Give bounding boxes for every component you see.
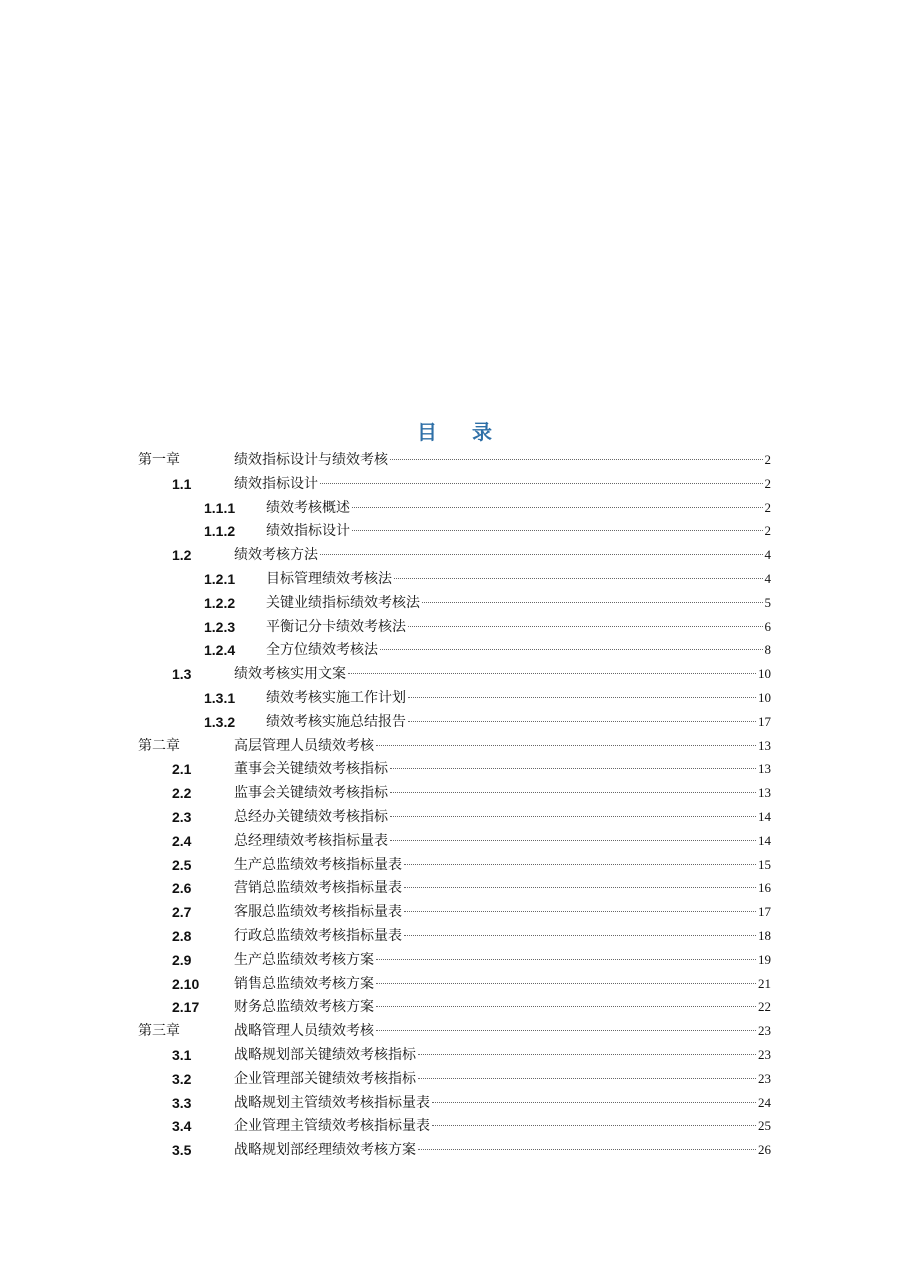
toc-entry-page-number: 24 <box>758 1094 771 1110</box>
toc-entry-page-number: 17 <box>758 713 771 729</box>
dot-leader <box>376 1030 756 1031</box>
toc-entry-label: 董事会关键绩效考核指标 <box>234 761 388 778</box>
toc-entry-number: 2.8 <box>172 928 192 944</box>
toc-entry-label: 行政总监绩效考核指标量表 <box>234 928 402 944</box>
toc-entry-label: 绩效指标设计 <box>266 523 350 540</box>
toc-entry-number: 2.5 <box>172 856 192 873</box>
toc-entry[interactable] <box>0 781 771 805</box>
toc-entry[interactable] <box>0 591 771 615</box>
toc-entry-number: 2.6 <box>172 880 192 897</box>
toc-entry-label: 总经办关键绩效考核指标 <box>234 809 388 825</box>
toc-entry[interactable] <box>0 853 771 877</box>
toc-entry-label: 战略规划主管绩效考核指标量表 <box>234 1094 430 1111</box>
toc-entry-number: 1.2.1 <box>204 571 236 587</box>
toc-entry[interactable] <box>0 1114 771 1138</box>
toc-entry-label: 绩效指标设计 <box>234 475 318 492</box>
toc-entry-page-number: 2 <box>764 475 771 491</box>
toc-entry-label: 平衡记分卡绩效考核法 <box>266 618 406 635</box>
toc-entry-page-number: 5 <box>764 594 771 610</box>
toc-entry[interactable] <box>0 734 771 758</box>
toc-entry-page-number: 10 <box>758 666 771 682</box>
toc-entry-label: 战略管理人员绩效考核 <box>234 1023 374 1040</box>
toc-entry-page-number: 4 <box>764 547 771 563</box>
toc-entry-number: 3.1 <box>172 1047 192 1063</box>
toc-title: 目 录 <box>417 420 506 444</box>
toc-entry-page-number: 14 <box>758 832 771 848</box>
toc-entry-page-number: 2 <box>764 523 771 539</box>
toc-entry-label: 高层管理人员绩效考核 <box>234 737 374 754</box>
toc-entry-label: 关键业绩指标绩效考核法 <box>266 594 420 611</box>
toc-entry[interactable] <box>0 1043 771 1067</box>
toc-entry[interactable] <box>0 1091 771 1115</box>
toc-entry-page-number: 16 <box>758 880 771 896</box>
toc-entry-number: 2.2 <box>172 785 192 802</box>
toc-entry-number: 1.1 <box>172 475 192 492</box>
toc-entry-number: 3.4 <box>172 1118 192 1135</box>
toc-entry-number: 第一章 <box>138 452 180 468</box>
toc-entry-label: 销售总监绩效考核方案 <box>234 975 374 992</box>
toc-entry-label: 战略规划部关键绩效考核指标 <box>234 1047 416 1063</box>
dot-leader <box>390 816 756 817</box>
toc-entry-page-number: 23 <box>758 1023 771 1039</box>
toc-entry-number: 2.3 <box>172 809 192 825</box>
toc-entry[interactable] <box>0 496 771 520</box>
toc-entry-number: 2.7 <box>172 904 192 921</box>
toc-entry-label: 绩效考核方法 <box>234 547 318 564</box>
dot-leader <box>418 1078 756 1079</box>
toc-entry-label: 目标管理绩效考核法 <box>266 571 392 587</box>
toc-entry-page-number: 8 <box>764 642 771 658</box>
toc-entry-label: 生产总监绩效考核方案 <box>234 951 374 968</box>
dot-leader <box>432 1102 756 1103</box>
toc-entry-page-number: 2 <box>764 499 771 515</box>
toc-entry-label: 绩效考核概述 <box>266 499 350 516</box>
toc-entry[interactable] <box>0 1019 771 1043</box>
dot-leader <box>390 792 756 793</box>
toc-entry-number: 1.3.2 <box>204 713 236 730</box>
toc-entry-page-number: 23 <box>758 1047 771 1062</box>
toc-entry[interactable] <box>0 757 771 781</box>
toc-entry-page-number: 14 <box>758 809 771 824</box>
toc-entry-label: 财务总监绩效考核方案 <box>234 999 374 1016</box>
dot-leader <box>376 1006 756 1007</box>
dot-leader <box>432 1125 756 1126</box>
toc-entry-page-number: 17 <box>758 904 771 920</box>
toc-entry-page-number: 10 <box>758 690 771 705</box>
toc-entry-page-number: 15 <box>758 856 771 872</box>
toc-entry-number: 第三章 <box>138 1023 180 1040</box>
toc-entry[interactable] <box>0 638 771 662</box>
toc-entry-label: 生产总监绩效考核指标量表 <box>234 856 402 873</box>
dot-leader <box>376 959 756 960</box>
dot-leader <box>320 483 763 484</box>
toc-entry-label: 监事会关键绩效考核指标 <box>234 785 388 802</box>
toc-entry[interactable] <box>0 995 771 1019</box>
toc-entry-number: 1.1.1 <box>204 499 236 516</box>
toc-entry-number: 1.1.2 <box>204 523 236 540</box>
toc-entry[interactable] <box>0 662 771 686</box>
toc-entry-number: 2.17 <box>172 999 200 1016</box>
toc-entry[interactable] <box>0 519 771 543</box>
toc-entry-page-number: 13 <box>758 761 771 777</box>
toc-entry[interactable] <box>0 829 771 853</box>
toc-entry-number: 1.3 <box>172 666 192 683</box>
toc-entry-label: 企业管理主管绩效考核指标量表 <box>234 1118 430 1135</box>
toc-entry-number: 3.3 <box>172 1094 192 1111</box>
toc-entry[interactable] <box>0 1067 771 1091</box>
toc-entry-number: 3.5 <box>172 1142 192 1159</box>
toc-entry[interactable] <box>0 543 771 567</box>
dot-leader <box>404 911 756 912</box>
toc-entry-label: 绩效考核实施工作计划 <box>266 690 406 706</box>
dot-leader <box>376 983 756 984</box>
toc-entry-page-number: 13 <box>758 785 771 801</box>
dot-leader <box>408 626 763 627</box>
toc-entry-number: 1.2 <box>172 547 192 564</box>
toc-entry-number: 第二章 <box>138 737 180 754</box>
toc-entry[interactable] <box>0 448 771 472</box>
toc-entry-label: 全方位绩效考核法 <box>266 642 378 659</box>
dot-leader <box>418 1149 756 1150</box>
toc-entry-label: 绩效指标设计与绩效考核 <box>234 452 388 468</box>
toc-entry[interactable] <box>0 686 771 710</box>
toc-entry[interactable] <box>0 710 771 734</box>
toc-entry-page-number: 6 <box>764 618 771 634</box>
toc-entry[interactable] <box>0 472 771 496</box>
toc-entry-page-number: 25 <box>758 1118 771 1134</box>
toc-entry-number: 1.2.2 <box>204 594 236 611</box>
dot-leader <box>404 935 756 936</box>
toc-entry[interactable] <box>0 900 771 924</box>
dot-leader <box>394 578 763 579</box>
toc-entry-number: 2.4 <box>172 832 192 849</box>
toc-entry[interactable] <box>0 876 771 900</box>
dot-leader <box>352 530 763 531</box>
toc-entry-page-number: 18 <box>758 928 771 943</box>
dot-leader <box>390 768 756 769</box>
toc-entry-number: 3.2 <box>172 1070 192 1087</box>
toc-entry-label: 客服总监绩效考核指标量表 <box>234 904 402 921</box>
toc-entry-number: 2.9 <box>172 951 192 968</box>
dot-leader <box>422 602 763 603</box>
toc-entry-label: 营销总监绩效考核指标量表 <box>234 880 402 897</box>
toc-entry-label: 企业管理部关键绩效考核指标 <box>234 1070 416 1087</box>
toc-entry[interactable] <box>0 805 771 829</box>
dot-leader <box>352 507 763 508</box>
toc-entry-label: 绩效考核实用文案 <box>234 666 346 683</box>
dot-leader <box>408 697 756 698</box>
dot-leader <box>376 745 756 746</box>
toc-entry-page-number: 13 <box>758 737 771 753</box>
dot-leader <box>380 649 763 650</box>
toc-entry[interactable] <box>0 1138 771 1162</box>
dot-leader <box>404 864 756 865</box>
toc-entry-number: 1.2.4 <box>204 642 236 659</box>
toc-entry[interactable] <box>0 567 771 591</box>
dot-leader <box>320 554 763 555</box>
toc-entry[interactable] <box>0 924 771 948</box>
dot-leader <box>390 840 756 841</box>
toc-entry-label: 绩效考核实施总结报告 <box>266 713 406 730</box>
toc-entry[interactable] <box>0 948 771 972</box>
toc-entry-page-number: 26 <box>758 1142 771 1158</box>
dot-leader <box>408 721 756 722</box>
toc-entry-page-number: 21 <box>758 975 771 991</box>
toc-entry[interactable] <box>0 972 771 996</box>
toc-entry-page-number: 4 <box>764 571 771 586</box>
dot-leader <box>390 459 763 460</box>
toc-entry-number: 1.2.3 <box>204 618 236 635</box>
dot-leader <box>404 887 756 888</box>
toc-entry[interactable] <box>0 615 771 639</box>
dot-leader <box>418 1054 756 1055</box>
toc-entry-page-number: 23 <box>758 1070 771 1086</box>
toc-entry-number: 1.3.1 <box>204 690 236 706</box>
toc-entry-label: 总经理绩效考核指标量表 <box>234 832 388 849</box>
toc-entry-number: 2.1 <box>172 761 192 778</box>
toc-entry-page-number: 22 <box>758 999 771 1015</box>
dot-leader <box>348 673 756 674</box>
toc-entry-label: 战略规划部经理绩效考核方案 <box>234 1142 416 1159</box>
toc-entry-number: 2.10 <box>172 975 200 992</box>
toc-entry-page-number: 2 <box>764 452 771 467</box>
toc-entry-page-number: 19 <box>758 951 771 967</box>
